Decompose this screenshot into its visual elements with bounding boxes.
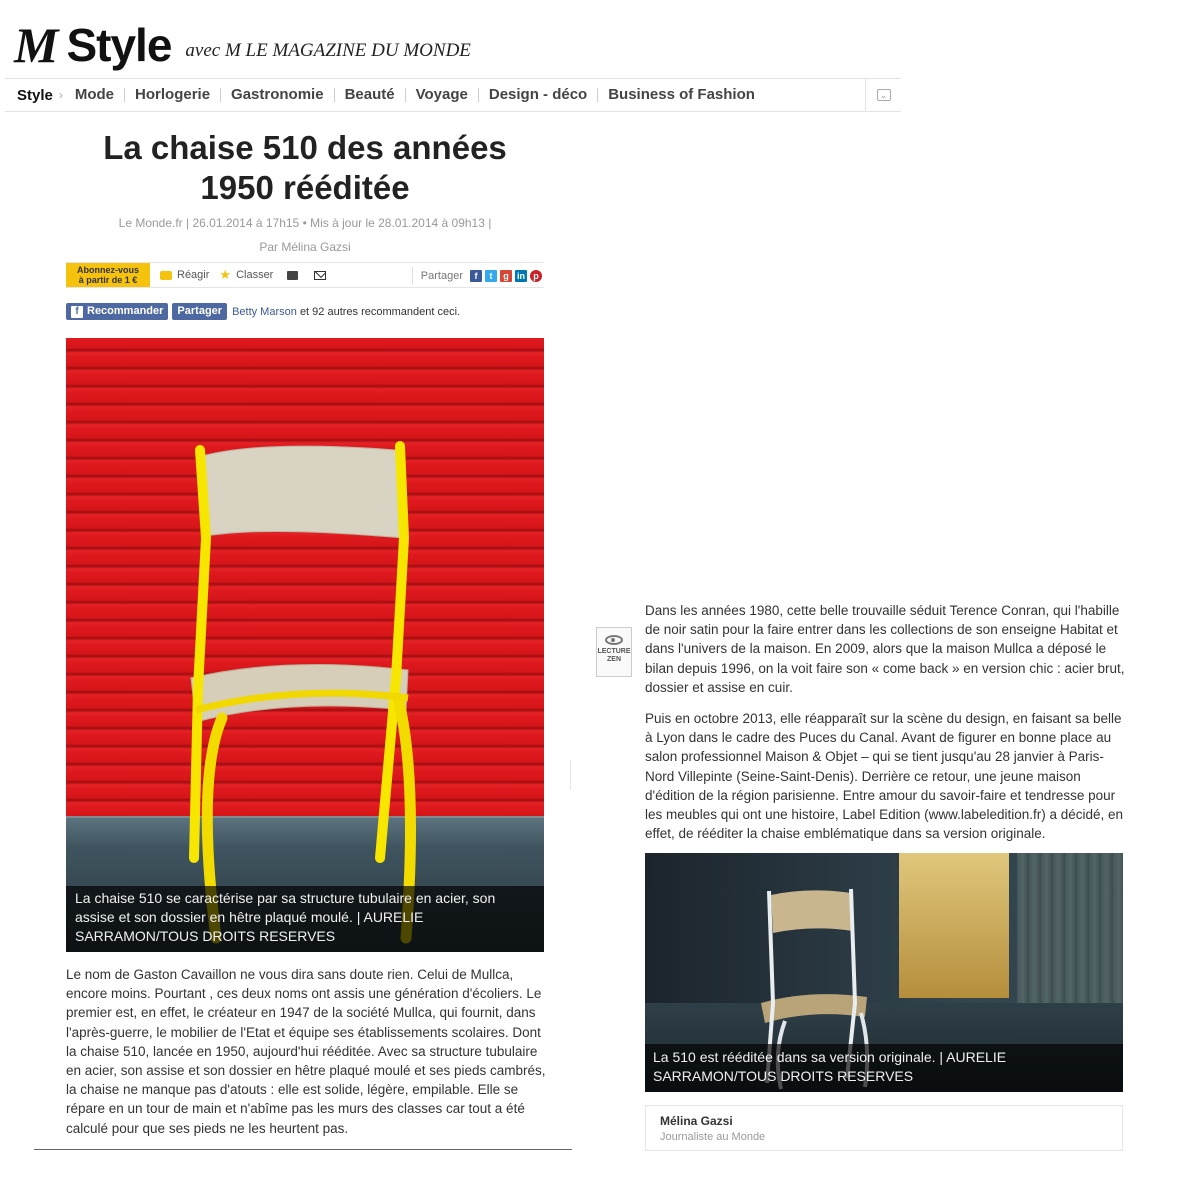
- style-logo[interactable]: Style: [66, 19, 172, 71]
- nav-item-beaute[interactable]: Beauté: [334, 88, 405, 102]
- nav-item-business-of-fashion[interactable]: Business of Fashion: [597, 88, 765, 102]
- share-divider: [412, 267, 413, 285]
- article-body-paragraph-3: Puis en octobre 2013, elle réapparaît sur la scène du design, en faisant sa belle à Lyon dans le cadre des Puces du Canal. Avant de figurer en bonne place au salon professionnel Maison & Objet – qui se tient jusqu'au 28 janvier à Paris-Nord Villepinte (Seine-Saint-Denis). Derrière ce retour, une jeune maison d'édition de la région parisienne. Entre amour du savoir-faire et tendresse pour les meubles qui ont une histoire, Label Edition (www.labeledition.fr) a décidé, en effet, de rééditer la chaise emblématique dans sa version originale.: [645, 711, 1124, 842]
- share-bar: [412, 267, 542, 285]
- subscribe-button[interactable]: [66, 263, 150, 287]
- star-icon: ★: [219, 267, 232, 282]
- hero-photo-caption: La chaise 510 se caractérise par sa structure tubulaire en acier, son assise et son dossier en hêtre plaqué moulé. | AURELIE SARRAMON/TOUS DROITS RESERVES: [66, 886, 544, 952]
- masthead-tagline: avec M LE MAGAZINE DU MONDE: [185, 40, 471, 61]
- lecture-zen-label-1: LECTURE: [597, 648, 631, 655]
- google-plus-icon[interactable]: g: [500, 270, 512, 282]
- print-icon[interactable]: [287, 271, 298, 280]
- share-label: Partager: [420, 270, 463, 282]
- section-nav: [5, 78, 901, 112]
- chevron-down-icon: ⌄: [877, 89, 891, 101]
- facebook-recommend-row: [66, 303, 460, 320]
- lecture-zen-button[interactable]: [596, 627, 632, 677]
- pinterest-icon[interactable]: p: [530, 270, 542, 282]
- chevron-right-icon: ›: [58, 88, 63, 102]
- comment-bubble-icon: [160, 271, 172, 280]
- save-button[interactable]: [219, 267, 273, 283]
- mail-icon[interactable]: [314, 271, 326, 280]
- twitter-icon[interactable]: t: [485, 270, 497, 282]
- react-label: Réagir: [177, 269, 210, 281]
- second-photo-caption: La 510 est rééditée dans sa version originale. | AURELIE SARRAMON/TOUS DROITS RESERVES: [645, 1044, 1123, 1092]
- recommend-label: Recommander: [87, 305, 164, 317]
- article-body-paragraph-2: Dans les années 1980, cette belle trouvaille séduit Terence Conran, qui l'habille de noir satin pour la faire entrer dans les collections de son enseigne Habitat et dans l'univers de la maison. En 2009, alors que la maison Mullca a déposé le bilan depuis 1996, on la voit faire son « come back » en version chic : acier brut, dossier et assise en cuir.: [645, 603, 1125, 695]
- linkedin-icon[interactable]: in: [517, 271, 525, 281]
- facebook-icon[interactable]: f: [470, 270, 482, 282]
- hero-photo[interactable]: [66, 338, 544, 952]
- nav-item-style[interactable]: Style: [17, 86, 53, 104]
- nav-item-voyage[interactable]: Voyage: [405, 88, 478, 102]
- facebook-friend-link[interactable]: Betty Marson: [232, 305, 297, 318]
- subscribe-line-2: à partir de 1 €: [78, 275, 138, 285]
- nav-item-design-deco[interactable]: Design - déco: [478, 88, 597, 102]
- nav-item-gastronomie[interactable]: Gastronomie: [220, 88, 334, 102]
- article-title: La chaise 510 des années 1950 rééditée: [103, 129, 507, 206]
- lecture-zen-label-2: ZEN: [607, 656, 621, 663]
- author-role: Journaliste au Monde: [660, 1131, 766, 1143]
- react-button[interactable]: [160, 269, 209, 281]
- facebook-share-button[interactable]: Partager: [172, 303, 227, 320]
- facebook-recommend-button[interactable]: [66, 303, 168, 320]
- left-column-rule: [34, 1149, 572, 1150]
- subscribe-line-1: Abonnez-vous: [77, 265, 139, 275]
- author-name[interactable]: Mélina Gazsi: [660, 1114, 733, 1128]
- article-body-paragraph-1: Le nom de Gaston Cavaillon ne vous dira sans doute rien. Celui de Mullca, encore moins. Pourtant , ces deux noms ont assis une génération d'écoliers. Le premier est, en effet, le créateur en 1947 de la société Mullca, qui fournit, dans l'après-guerre, le mobilier de l'Etat et équipe ses établissements scolaires. Dont la chaise 510, lancée en 1950, aujourd'hui rééditée. Avec sa structure tubulaire en acier, son assise et son dossier en hêtre plaqué moulé et ses pieds cambrés, la chaise ne manque pas d'atouts : elle est solide, légère, empilable. Elle se répare en un tour de main et n'abîme pas les murs des classes car tout a été calculé pour que ses pieds ne les heurtent pas.: [66, 967, 546, 1136]
- article-toolbar: [66, 262, 544, 288]
- eye-icon: [605, 635, 623, 645]
- facebook-social-text: [232, 306, 460, 318]
- nav-expand-button[interactable]: [865, 79, 901, 111]
- article-byline: Par Mélina Gazsi: [259, 240, 351, 254]
- column-divider: [570, 760, 571, 790]
- facebook-f-icon: f: [71, 306, 83, 318]
- author-box[interactable]: [645, 1105, 1123, 1151]
- article-meta: Le Monde.fr | 26.01.2014 à 17h15 • Mis à jour le 28.01.2014 à 09h13 |: [118, 216, 492, 230]
- nav-item-horlogerie[interactable]: Horlogerie: [124, 88, 220, 102]
- yellow-chair-illustration: [66, 338, 544, 952]
- second-photo[interactable]: [645, 853, 1123, 1092]
- le-monde-m-logo[interactable]: M: [14, 17, 57, 73]
- nav-item-mode[interactable]: Mode: [74, 86, 115, 103]
- facebook-others-text: et 92 autres recommandent ceci.: [299, 305, 461, 318]
- masthead: [14, 14, 471, 73]
- save-label: Classer: [236, 269, 274, 281]
